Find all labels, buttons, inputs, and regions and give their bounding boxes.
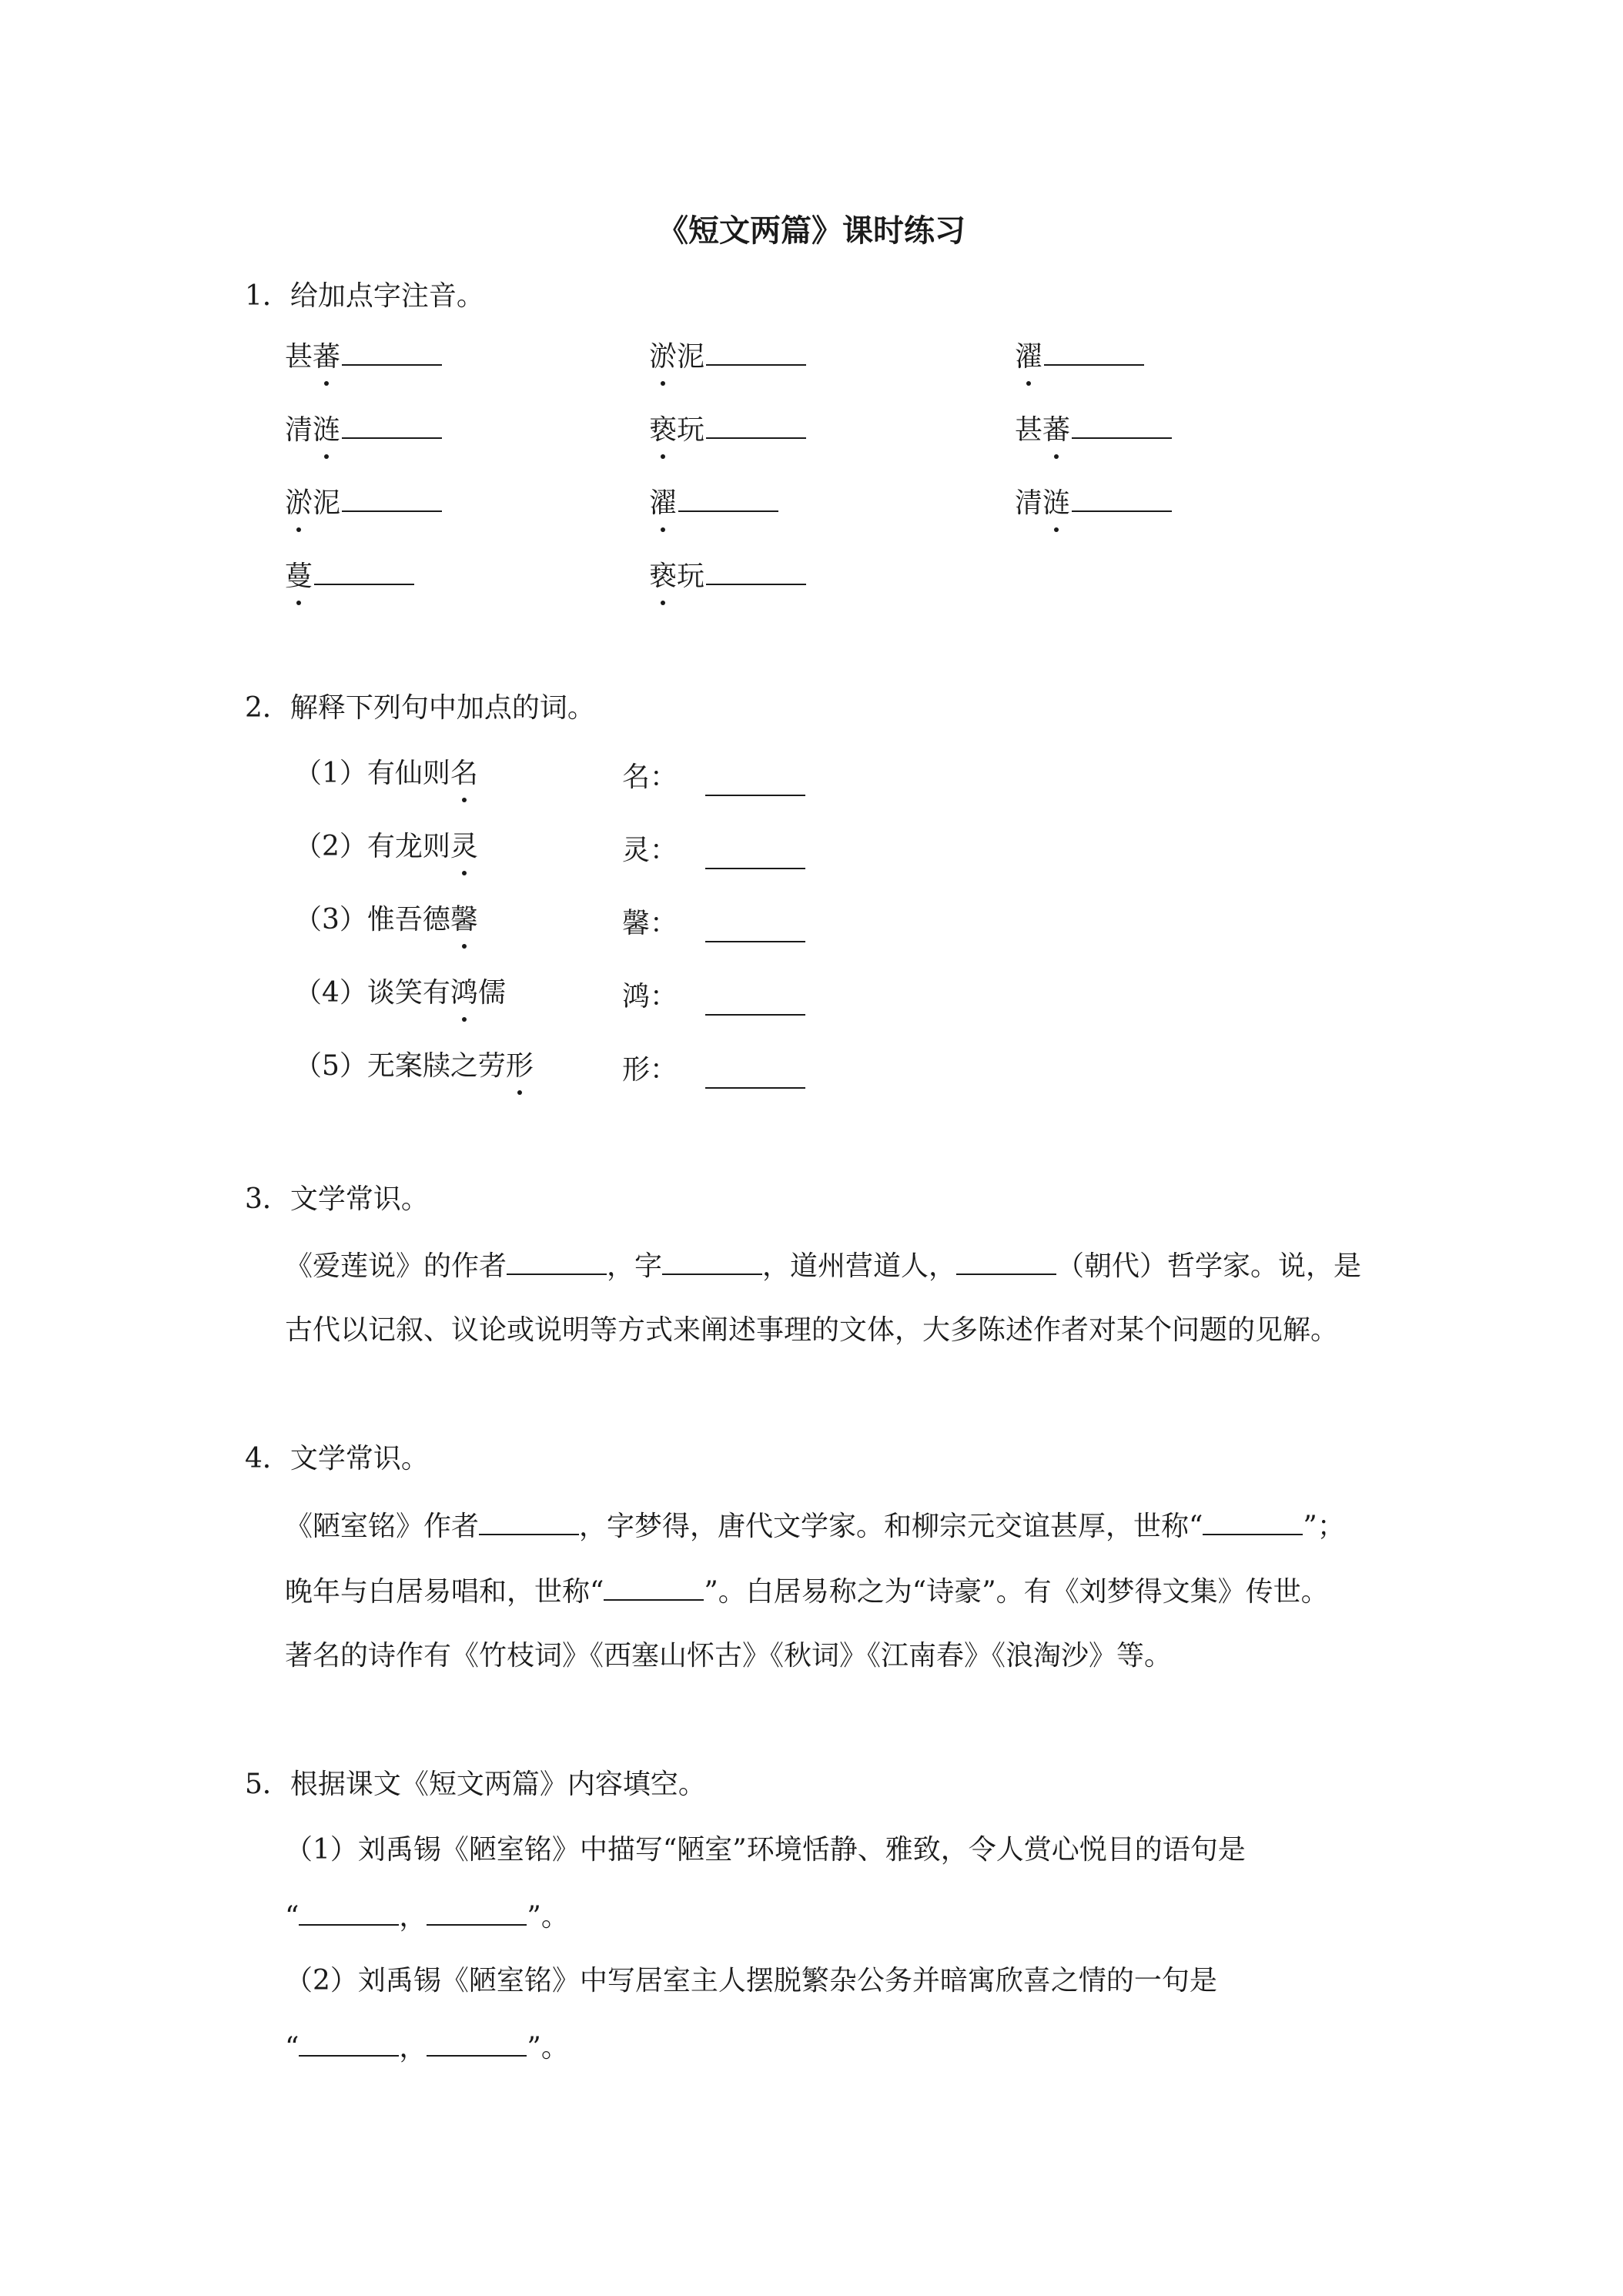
answer-blank[interactable] [706, 336, 806, 366]
q4-line-1: 《陋室铭》作者 ，字梦得，唐代文学家。和柳宗元交谊甚厚，世称“ ”； [285, 1506, 1386, 1546]
q1-item-3: 濯 [1015, 336, 1144, 377]
answer-blank[interactable] [299, 2027, 399, 2057]
answer-blank[interactable] [705, 1012, 805, 1016]
q5-answer-line-2: “ ， ”。 [285, 2027, 1386, 2067]
answer-blank[interactable] [705, 1086, 805, 1089]
q1-item-5: 亵玩 [649, 410, 806, 450]
q3-line-1: 《爱莲说》的作者 ，字 ，道州营道人， （朝代）哲学家。说，是 [285, 1246, 1386, 1286]
q3-line-2: 古代以记叙、议论或说明等方式来阐述事理的文体，大多陈述作者对某个问题的见解。 [285, 1314, 1339, 1346]
answer-blank[interactable] [706, 410, 806, 439]
q1-item-9: 清涟 [1015, 483, 1172, 523]
q2-item-4: （4）谈笑有鸿儒 [294, 974, 506, 1012]
answer-blank[interactable] [314, 556, 414, 585]
answer-blank[interactable] [342, 336, 442, 366]
page-title: 《短文两篇》课时练习 [658, 213, 965, 249]
answer-blank[interactable] [678, 483, 778, 512]
q2-item-1: （1）有仙则名 [294, 755, 478, 793]
q4-line-2: 晚年与白居易唱和，世称“ ”。白居易称之为“诗豪”。有《刘梦得文集》传世。 [285, 1571, 1386, 1612]
q1-item-11: 亵玩 [649, 556, 806, 596]
answer-blank[interactable] [604, 1571, 704, 1601]
answer-blank[interactable] [705, 939, 805, 942]
q1-item-7: 淤泥 [285, 483, 442, 523]
q1-item-1: 甚蕃 [285, 336, 442, 377]
q1-item-6: 甚蕃 [1015, 410, 1172, 450]
q2-label-2: 灵： [622, 835, 678, 866]
q5-sentence-2: （2）刘禹锡《陋室铭》中写居室主人摆脱繁杂公务并暗寓欣喜之情的一句是 [285, 1965, 1217, 1996]
answer-blank[interactable] [1072, 410, 1172, 439]
answer-blank[interactable] [479, 1506, 579, 1535]
answer-blank[interactable] [1072, 483, 1172, 512]
answer-blank[interactable] [705, 866, 805, 869]
answer-blank[interactable] [507, 1246, 607, 1275]
q5-sentence-1: （1）刘禹锡《陋室铭》中描写“陋室”环境恬静、雅致，令人赏心悦目的语句是 [285, 1834, 1246, 1866]
q2-item-3: （3）惟吾德馨 [294, 901, 478, 939]
answer-blank[interactable] [342, 410, 442, 439]
answer-blank[interactable] [427, 2027, 527, 2057]
question-2-heading: 2．解释下列句中加点的词。 [245, 692, 595, 724]
q1-item-8: 濯 [649, 483, 778, 523]
answer-blank[interactable] [299, 1896, 399, 1926]
q2-label-3: 馨： [622, 908, 678, 939]
question-1-heading: 1．给加点字注音。 [245, 280, 484, 312]
answer-blank[interactable] [662, 1246, 762, 1275]
q1-item-10: 蔓 [285, 556, 414, 596]
question-3-heading: 3．文学常识。 [245, 1183, 429, 1215]
q2-label-4: 鸿： [622, 981, 678, 1012]
q1-item-2: 淤泥 [649, 336, 806, 377]
question-5-heading: 5．根据课文《短文两篇》内容填空。 [245, 1769, 706, 1800]
q5-answer-line-1: “ ， ”。 [285, 1896, 1386, 1936]
q2-label-1: 名： [622, 761, 678, 793]
q2-item-2: （2）有龙则灵 [294, 828, 478, 866]
answer-blank[interactable] [1203, 1506, 1303, 1535]
answer-blank[interactable] [706, 556, 806, 585]
answer-blank[interactable] [342, 483, 442, 512]
answer-blank[interactable] [956, 1246, 1056, 1275]
q2-label-5: 形： [622, 1054, 678, 1086]
question-4-heading: 4．文学常识。 [245, 1443, 429, 1474]
q1-item-4: 清涟 [285, 410, 442, 450]
answer-blank[interactable] [1044, 336, 1144, 366]
answer-blank[interactable] [427, 1896, 527, 1926]
answer-blank[interactable] [705, 793, 805, 796]
q2-item-5: （5）无案牍之劳形 [294, 1047, 534, 1086]
q4-line-3: 著名的诗作有《竹枝词》《西塞山怀古》《秋词》《江南春》《浪淘沙》等。 [285, 1640, 1173, 1672]
